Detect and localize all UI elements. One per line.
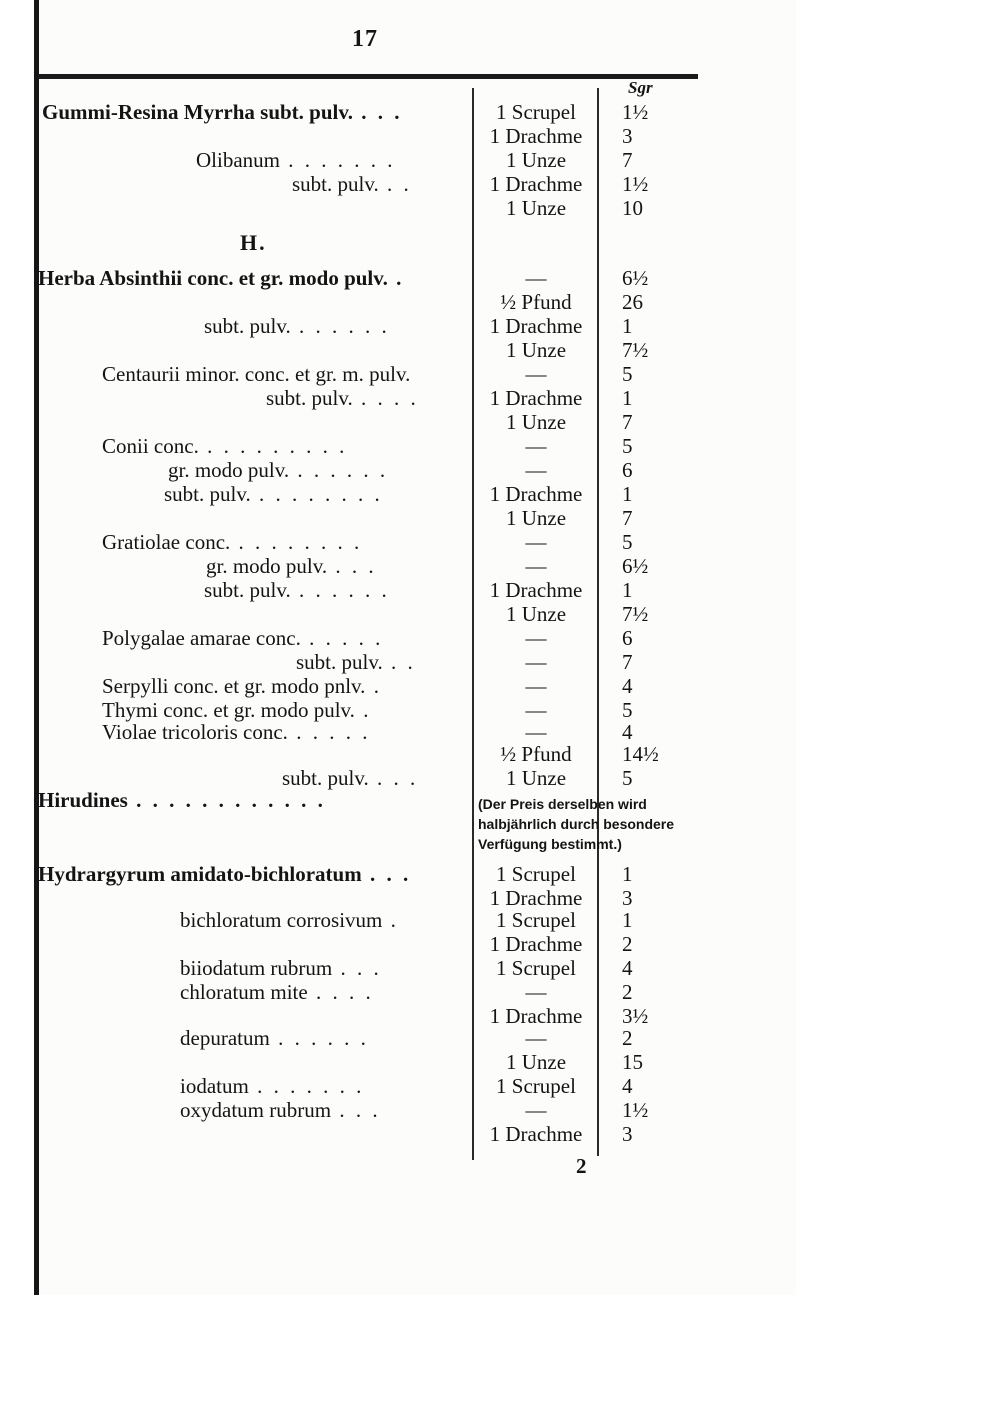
item-quantity: 1 Unze [505,506,567,530]
item-name [38,862,411,886]
item-quantity: ½ Pfund [500,290,572,314]
item-quantity: — [525,980,547,1004]
item-price: 2 [622,980,633,1004]
item-quantity: 1 Drachme [489,1004,583,1028]
table-row [0,720,760,744]
table-row [0,554,760,578]
item-quantity: 1 Drachme [489,932,583,956]
item-quantity: 1 Unze [505,410,567,434]
item-name-text: subt. pulv. [164,482,251,506]
item-name-text: depuratum [180,1026,270,1050]
table-row [0,172,760,196]
item-name-text: subt. pulv. [204,314,291,338]
table-row [0,338,760,362]
item-name [102,626,383,650]
item-name [180,908,399,932]
table-row [0,908,760,932]
table-row [0,886,760,910]
item-price: 5 [622,698,633,722]
item-quantity: 1 Drachme [489,386,583,410]
item-price: 3 [622,886,633,910]
item-name-text: Hirudines [38,788,128,812]
header-rule [38,74,698,79]
item-quantity: 1 Scrupel [496,1074,576,1098]
item-name [164,482,383,506]
hirudines-note: (Der Preis derselben wird halbjährlich durch besondere Verfügung bestimmt.) [478,796,675,852]
leader-dots: . . . [352,100,403,124]
item-name-text: subt. pulv. [204,578,291,602]
item-price: 2 [622,1026,633,1050]
item-quantity: 1 Drachme [489,482,583,506]
table-row [0,124,760,148]
item-quantity: — [525,1026,547,1050]
leader-dots: . . . . . . . . [250,482,383,506]
item-name [266,386,419,410]
item-price: 6 [622,458,633,482]
leader-dots: . . . . . . [290,314,390,338]
item-name-text: Conii conc. [102,434,199,458]
item-quantity: 1 Drachme [489,1122,583,1146]
item-quantity: 1 Unze [505,196,567,220]
item-quantity: — [525,674,547,698]
item-quantity: 1 Scrupel [496,100,576,124]
item-name [206,554,377,578]
item-quantity: — [525,362,547,386]
section-letter: H. [240,230,267,255]
table-row [0,266,760,290]
item-quantity: 1 Unze [505,766,567,790]
item-name [168,458,388,482]
leader-dots: . . . [332,956,382,980]
item-quantity: ½ Pfund [500,742,572,766]
item-price: 7½ [622,338,649,362]
leader-dots: . . . [368,766,419,790]
table-row [0,148,760,172]
item-price: 14½ [622,742,659,766]
table-row [0,482,760,506]
item-quantity: — [525,626,547,650]
table-row [0,386,760,410]
table-row [0,956,760,980]
item-name-text: subt. pulv. [282,766,369,790]
item-quantity: 1 Unze [505,148,567,172]
item-quantity: 1 Scrupel [496,862,576,886]
table-row [0,626,760,650]
table-row [0,1122,760,1146]
table-row [0,980,760,1004]
table-row [0,698,760,722]
item-name [180,1026,369,1050]
item-name [38,788,326,812]
table-row [0,100,760,124]
item-name-text: Herba Absinthii conc. et gr. modo pulv. [38,266,388,290]
leader-dots: . . . . . . . . . . . . [127,788,326,812]
item-price: 3 [622,124,633,148]
leader-dots: . [382,908,399,932]
item-price: 10 [622,196,643,220]
item-quantity: — [525,530,547,554]
item-quantity: 1 Drachme [489,172,583,196]
item-quantity: — [525,266,547,290]
item-quantity: 1 Scrupel [496,908,576,932]
table-row [0,1074,760,1098]
item-price: 4 [622,674,633,698]
item-price: 1 [622,386,633,410]
table-row [0,290,760,314]
item-price: 1 [622,578,633,602]
table-row [0,362,760,386]
item-price: 5 [622,362,633,386]
item-price: 1½ [622,172,649,196]
item-price: 1½ [622,100,649,124]
table-row [0,434,760,458]
item-quantity: 1 Unze [505,602,567,626]
leader-dots: . . [382,650,416,674]
item-name [42,100,402,124]
item-quantity: 1 Scrupel [496,956,576,980]
item-quantity: — [525,720,547,744]
leader-dots: . . . . . . . . [230,530,363,554]
item-price: 5 [622,766,633,790]
item-name-text: gr. modo pulv. [168,458,290,482]
item-price: 4 [622,956,633,980]
leader-dots: . . . . . . . . . [198,434,348,458]
table-row [0,578,760,602]
item-price: 1 [622,482,633,506]
item-price: 26 [622,290,643,314]
table-row [0,650,760,674]
item-quantity: 1 Unze [505,338,567,362]
item-price: 6½ [622,554,649,578]
item-name-text: subt. pulv. [266,386,353,410]
table-row [0,410,760,434]
item-price: 2 [622,932,633,956]
item-name-text: Gummi-Resina Myrrha subt. pulv. [42,100,353,124]
leader-dots: . . . [331,1098,381,1122]
item-price: 7 [622,410,633,434]
item-name [180,980,374,1004]
leader-dots: . . . . [307,980,374,1004]
currency-symbol: Sgr [628,78,653,97]
item-name [196,148,396,172]
item-price: 1½ [622,1098,649,1122]
item-name-text: Violae tricoloris conc. [102,720,288,744]
item-name [296,650,416,674]
item-quantity: — [525,650,547,674]
item-name [180,1074,364,1098]
table-row [0,314,760,338]
table-row [0,506,760,530]
item-name-text: Gratiolae conc. [102,530,231,554]
item-name-text: bichloratum corrosivum [180,908,383,932]
table-row [0,1098,760,1122]
item-name-text: Olibanum [196,148,280,172]
table-row [0,932,760,956]
item-name [204,578,390,602]
item-price: 1 [622,908,633,932]
item-name-text: iodatum [180,1074,249,1098]
table-row [0,1004,760,1028]
item-price: 7 [622,650,633,674]
item-name-text: subt. pulv. [296,650,383,674]
leader-dots: . . . . . [300,626,384,650]
item-quantity: 1 Unze [505,1050,567,1074]
item-name-text: chloratum mite [180,980,308,1004]
item-price: 7½ [622,602,649,626]
item-name [102,720,370,744]
leader-dots: . . . [361,862,412,886]
item-name [102,698,371,722]
leader-dots: . . . . . . [290,578,390,602]
item-name-text: Centaurii minor. conc. et gr. m. pulv. [102,362,411,386]
item-price: 6 [622,626,633,650]
item-name-text: Hydrargyrum amidato-bichloratum [38,862,362,886]
item-price: 3½ [622,1004,649,1028]
item-price: 7 [622,506,633,530]
item-quantity: — [525,434,547,458]
item-name [180,1098,381,1122]
leader-dots: . [354,698,372,722]
item-name-text: subt. pulv. [292,172,379,196]
item-name [292,172,412,196]
item-price: 15 [622,1050,643,1074]
item-quantity: 1 Drachme [489,578,583,602]
item-price: 3 [622,1122,633,1146]
item-price: 6½ [622,266,649,290]
item-quantity: — [525,1098,547,1122]
item-name-text: oxydatum rubrum [180,1098,332,1122]
leader-dots: . . . . . [287,720,371,744]
item-name-text: gr. modo pulv. [206,554,328,578]
item-name [102,434,347,458]
item-price: 5 [622,434,633,458]
leader-dots: . . . . . . . [280,148,396,172]
item-price: 7 [622,148,633,172]
leader-dots: . . . . [352,386,419,410]
signature-mark: 2 [576,1154,587,1178]
item-name [38,266,404,290]
leader-dots: . [365,674,382,698]
table-row [0,1026,760,1050]
leader-dots: . [387,266,405,290]
leader-dots: . . . . . . . [248,1074,365,1098]
item-price: 5 [622,530,633,554]
item-price: 4 [622,1074,633,1098]
page-number: 17 [352,26,378,52]
table-row [0,196,760,220]
item-quantity: — [525,698,547,722]
item-name [204,314,390,338]
item-quantity: 1 Drachme [489,124,583,148]
leader-dots: . . . [327,554,377,578]
item-price: 1 [622,862,633,886]
leader-dots: . . [378,172,412,196]
item-name [102,362,410,386]
item-quantity: — [525,458,547,482]
item-quantity: 1 Drachme [489,314,583,338]
item-name [282,766,418,790]
table-row [0,530,760,554]
item-name [180,956,382,980]
item-quantity: — [525,554,547,578]
item-quantity: 1 Drachme [489,886,583,910]
item-name-text: biiodatum rubrum [180,956,333,980]
table-row [0,602,760,626]
table-row [0,742,760,766]
item-name [102,674,382,698]
table-row [0,458,760,482]
table-row [0,766,760,790]
item-name [102,530,362,554]
item-name-text: Serpylli conc. et gr. modo pnlv. [102,674,366,698]
leader-dots: . . . . . . [269,1026,369,1050]
item-name-text: Thymi conc. et gr. modo pulv. [102,698,355,722]
table-row [0,1050,760,1074]
leader-dots: . . . . . . [289,458,389,482]
table-row [0,862,760,886]
item-price: 1 [622,314,633,338]
item-name-text: Polygalae amarae conc. [102,626,301,650]
table-row [0,674,760,698]
item-price: 4 [622,720,633,744]
